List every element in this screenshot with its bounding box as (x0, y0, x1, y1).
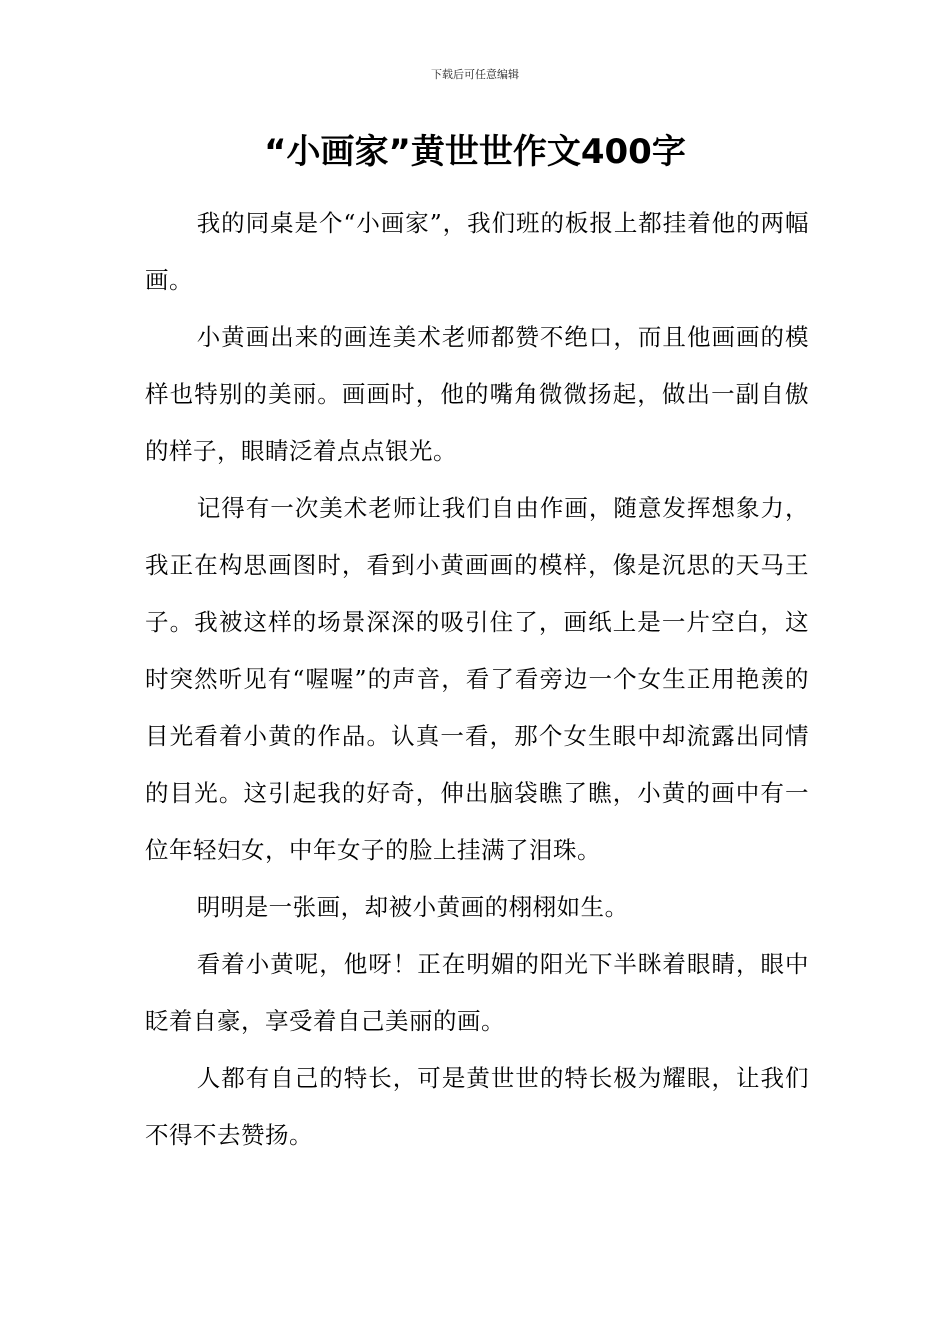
paragraph: 看着小黄呢，他呀！正在明媚的阳光下半眯着眼睛，眼中眨着自豪，享受着自己美丽的画。 (145, 950, 809, 1035)
paragraph: 明明是一张画，却被小黄画的栩栩如生。 (196, 893, 629, 921)
paragraph: 我的同桌是个“小画家”，我们班的板报上都挂着他的两幅画。 (145, 209, 809, 294)
paragraph: 人都有自己的特长，可是黄世世的特长极为耀眼，让我们不得不去赞扬。 (145, 1064, 809, 1149)
document-title: “小画家”黄世世作文400字 (264, 132, 686, 172)
document-body (145, 195, 809, 1164)
paragraph: 记得有一次美术老师让我们自由作画，随意发挥想象力，我正在构思画图时，看到小黄画画的模样，像是沉思的天马王子。我被这样的场景深深的吸引住了，画纸上是一片空白，这时突然听见有“喔喔”的声音，看了看旁边一个女生正用艳羡的目光看着小黄的作品。认真一看，那个女生眼中却流露出同情的目光。这引起我的好奇，伸出脑袋瞧了瞧，小黄的画中有一位年轻妇女，中年女子的脸上挂满了泪珠。 (145, 494, 809, 864)
paragraph: 小黄画出来的画连美术老师都赞不绝口，而且他画画的模样也特别的美丽。画画时，他的嘴角微微扬起，做出一副自傲的样子，眼睛泛着点点银光。 (145, 323, 809, 465)
header-note: 下载后可任意编辑 (431, 68, 519, 81)
